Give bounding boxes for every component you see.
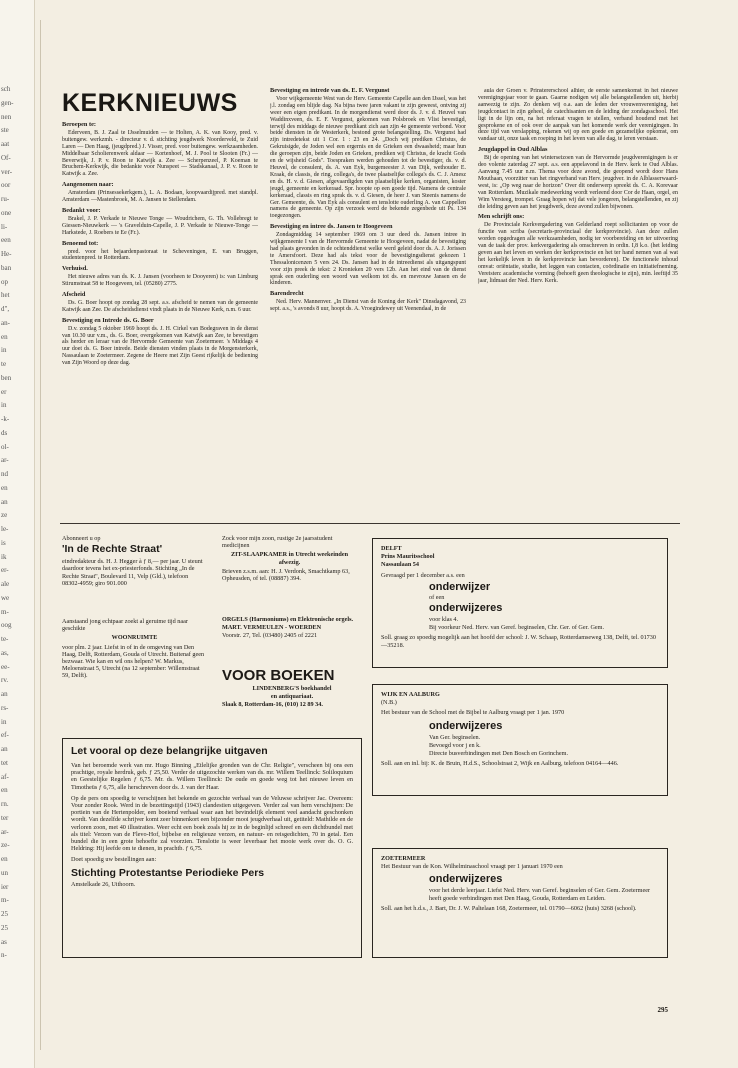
bleed-fragment: we (1, 593, 10, 602)
bleed-fragment: -k- (1, 415, 10, 423)
ad-boeken-sub2: en antiquariaat. (270, 693, 314, 701)
ad-delft-or: of een (429, 593, 445, 601)
ad-spp-p1: Van het beroemde werk van mr. Hugo Binning „Etlelijke gronden van de Chr. Religie", verscheen bij ons een prachtige, royale herdruk, geb. ƒ 25,50. Verder de uitgezochte werken van ds. mr. Willem Teellinck: Soliloquium en Geestelijke Regelen ƒ 6,75. Mr. ds. Willem Teellinck: De oude en goede weg tot het nieuwe leven en Timotheüs ƒ 6,75, alle herschreven door ds. J. van der Haar. (71, 762, 353, 791)
bleed-fragment: li- (1, 222, 8, 231)
bleed-fragment: in (1, 401, 7, 410)
ad-rechte-intro: Abonneert u op (62, 535, 101, 542)
bleed-fragment: ver- (1, 167, 13, 176)
section-heading: Jeugdappel in Oud Alblas (478, 146, 548, 154)
ad-wijk-cond3: Directe busverbindingen met Den Bosch en Gorinchem. (429, 750, 569, 758)
ad-zoet-contact: Soll. aan het h.d.s., J. Bart, Dr. J. W. Paltelaan 168, Zoetermeer, tel. 01790—6062 (huis) 3268 (school). (381, 904, 637, 912)
section-text: Amsterdam (Prinsessekerkgem.), L. A. Bodaan, koopvaardijpred. met standpl. Amsterdam —Mastenbroek, M. A. Jansen te Stellendam. (62, 190, 258, 204)
ad-zock-head: ZIT-SLAAPKAMER in Utrecht weekeinden afwezig. (230, 551, 349, 566)
bleed-fragment: ben (1, 373, 12, 382)
bleed-fragment: ru- (1, 195, 10, 203)
ad-spp-addr: Amstelkade 26, Uithoorn. (71, 880, 136, 888)
ad-rechte-body: eindredakteur ds. H. J. Hegger à ƒ 8,— per jaar. U steunt daardoor tevens het ex-priesterfonds. Stichting „In de Rechte Straat", Boulevard 11, Velp (Gld.), telefoon 08302-4959; giro 901.000 (62, 558, 203, 587)
bleed-fragment: en (1, 855, 8, 863)
ad-orgels-head: ORGELS (Harmoniums) en Elektronische orgels. (222, 616, 354, 623)
ad-delft-street: Nassaulaan 54 (381, 561, 419, 569)
section-divider (60, 523, 680, 524)
gutter-rule (40, 20, 41, 1050)
bleed-fragment: an (1, 497, 8, 506)
column-2 (270, 88, 466, 518)
section-text: Het nieuwe adres van ds. K. J. Jansen (voorheen te Dooyeren) is: van Limburg Stirumstraat 58 te Hoogeveen, tel. (05280) 2775. (62, 274, 258, 288)
bleed-fragment: aat (1, 140, 10, 148)
section-text: Voor wijkgemeente West van de Herv. Gemeente Capelle aan den IJssel, was het j.l. zondag een blijde dag. Na bijna twee jaren vakant te zijn geweest, ontving zij weer een eigen predikant. In de morgendienst werd door ds. J. v. d. Heuvel van Waddinxveen, ds. E. F. Vergunst, gekomen van Polsbroek en Vlist bevestigd, terwijl des middags de nieuwe predikant zich aan zijn 4e gemeente verbond. Voor beide diensten in de Westerkerk, bestond grote belangstelling. Ds. Vergunst had zijn intredetekst uit 1 Cor. 1 : 23 en 24. „Doch wij prediken Christus, de Gekruisigde, de Joden wel een ergernis en de Grieken een dwaasheid; maar hun die geroepen zijn, beide Joden en Grieken, prediken wij Christus, de kracht Gods en de wijsheid Gods". Toespraken werden gehouden tot de bevestiger, ds. v. d. Heuvel, de consulent, ds. A. van Eyk, burgemeester J. van Dijk, wethouder E. Kraak, de classis, de ring, collega's, de twee plaatselijke collega's ds. C. J. Amesz en ds. H. v. d. Giesen, afgevaardigden van plaatselijke kerken, organisten, koster jeugd, gemeente en kerkeraad. Spr. hoopte op een goede tijd. Namens de centrale kerkeraad, classis en ring sprak ds. v. d. Giesen, de heer J. van Steenis namens de Ger. Gemeente, ds. Van Eyk als consulent en tenslotte ouderling A. van Cappellen namens de gemeente. Op zijn verzoek werd de bekende zegenbede uit Ps. 134 toegezongen. (270, 95, 466, 220)
bleed-fragment: as, (1, 648, 9, 657)
section-text: pred. voor het bejaardenpastoraat te Scheveningen, E. van Bruggen, studentenpred. te Rotterdam. (62, 248, 258, 262)
bleed-fragment: ef- (1, 731, 9, 740)
bleed-fragment: nd (1, 470, 8, 478)
ad-zoetermeer-box (372, 848, 668, 958)
section-heading: Verhuisd. (62, 265, 88, 273)
ad-spp-box (62, 738, 362, 958)
bleed-fragment: te (1, 360, 7, 368)
section-heading: Men schrijft ons: (478, 213, 525, 221)
section-heading: Beroepen te: (62, 122, 96, 128)
bleed-fragment: ale (1, 580, 10, 588)
bleed-fragment: gen- (1, 98, 14, 107)
ad-wijk-role: onderwijzeres (429, 719, 503, 732)
bleed-fragment: un (1, 868, 8, 877)
ad-orgels-contact: Voorstr. 27, Tel. (03480) 2405 of 2221 (222, 632, 318, 640)
bleed-fragment: m- (1, 607, 9, 616)
bleed-fragment: an (1, 745, 8, 753)
ad-rechte-straat (62, 535, 207, 588)
ad-delft-contact: Soll. graag zo spoedig mogelijk aan het hoofd der school: J. W. Schaap, Rotterdamseweg 138, Delft, tel. 01730—35218. (381, 634, 656, 649)
page-title: KERKNIEUWS (62, 89, 238, 117)
bleed-fragment: ik (1, 552, 7, 561)
bleed-fragment: ze- (1, 841, 10, 850)
page-number: 295 (657, 1006, 668, 1014)
bleed-fragment: en (1, 483, 8, 492)
section-text: aula der Groen v. Prinstererschool alhier, de eerste samenkomst in het nieuwe verenigingsjaar voor te gaan. Gaarne nodigen wij alle belangstellenden uit, hierbij aanwezig te zijn. Zo denken wij o.a. aan de leden der vrouwenvereniging, het jeugdcontact in zijn geheel, de catechisanten en de leiding der zondagsschool. Het ligt in de lijn om, na het referaat vragen te stellen, verband houdend met het gesprokene en of ook over de aanpak van het komende werk der verenigingen. In deze tijd van verslapping, rekenen wij op een goede en gezamelijke opkomst, om vandaar uit, onze taak en roeping in het leven van alle dag, te leren verstaan. (478, 88, 678, 143)
section-heading: Benoemd tot: (62, 239, 99, 247)
ad-wijk-box (372, 684, 668, 796)
bleed-fragment: an (1, 690, 8, 698)
bleed-fragment: rs- (1, 703, 9, 712)
bleed-fragment: op (1, 277, 8, 286)
bleed-fragment: en (1, 786, 8, 795)
ad-woon-intro: Aanstaand jong echtpaar zoekt al geruime tijd naar geschikte (62, 618, 188, 633)
ad-zock-body: Brieven z.s.m. aan: H. J. Verdonk, Smachtkamp 63, Opheusden, of tel. (08887) 394. (222, 567, 350, 583)
ad-wijk-place: WIJK EN AALBURG (381, 691, 440, 698)
section-heading: Bevestiging en intree ds. Jansen te Hoogeveen (270, 223, 393, 231)
bleed-fragment: sch (1, 85, 11, 93)
ad-zit-slaapkamer (222, 535, 357, 583)
bleed-fragment: er- (1, 566, 9, 575)
ad-voor-boeken (222, 667, 362, 710)
bleed-fragment: ste (1, 126, 9, 135)
section-text: Bij de opening van het winterseizoen van de Hervormde jeugdverenigingen is er deo volente zaterdag 27 sept. a.s. een appelavond in de Herv. kerk te Oud Alblas. Aanvang 7.45 uur n.m. Thema voor deze avond, die geopend wordt door Hans Mouthaan, voorzitter van het ringverband van Herv. jeugdver. in de Alblasserwaard-west, is: „Op weg naar de horizon" Over dit onderwerp spreekt ds. C. A. Korevaar van Rotterdam. Muzikale medewerking wordt verleend door Cor de Haan, orgel, en Wim Versteeg, trompet. Graag hopen wij dat vele jongeren, belangstellenden, en zij die leiding geven aan het jeugdwerk, deze avond zullen bijwonen. (478, 155, 678, 210)
ad-delft-role1: onderwijzer (429, 580, 491, 593)
column-3 (478, 88, 678, 518)
section-heading: Barendrecht (270, 290, 304, 298)
ad-delft-klas: voor klas 4. (429, 616, 459, 624)
bleed-fragment: 25 (1, 923, 8, 932)
ad-delft-role2: onderwijzeres (429, 602, 503, 615)
section-heading: Afscheid (62, 291, 86, 299)
bleed-fragment: ter (1, 813, 9, 822)
bleed-fragment: af- (1, 772, 9, 781)
section-text: D.v. zondag 5 oktober 1969 hoopt ds. J. H. Cirkel van Bodegraven in de dienst van 10.30 uur v.m., ds. G. Boer, overgekomen van Katwijk aan Zee, te bevestigen als herder en leraar van de Hervormde Gemeente van Zoetermeer. 's Middags 4 uur doet ds. G. Boer intrede. Beide diensten vinden plaats in de Morgensterkerk, Nassaulaan te Zoetermeer. Zegene de Heere met Zijn Geest rijkelijk de bediening van Zijn Woord op deze dag. (62, 325, 258, 367)
bleed-fragment: ier (1, 882, 9, 891)
ad-orgels-body: MART. VERMEULEN - WOERDEN (222, 624, 322, 632)
bleed-fragment: oog (1, 621, 12, 630)
bleed-fragment: ar- (1, 827, 9, 836)
ad-zoet-role: onderwijzeres (429, 873, 503, 886)
ad-spp-org: Stichting Protestantse Periodieke Pers (71, 866, 265, 879)
section-heading: Aangenomen naar: (62, 181, 114, 189)
bleed-fragment: one (1, 208, 12, 217)
ad-rechte-name: 'In de Rechte Straat' (62, 543, 163, 556)
bleed-fragment: ban (1, 263, 12, 272)
ad-delft-school: Prins Mauritsschool (381, 553, 435, 561)
bleed-fragment: ol- (1, 442, 9, 451)
ad-orgels (222, 616, 362, 641)
ad-wijk-sub: (N.B.) (381, 699, 397, 707)
section-text: Ederveen, B. J. Zaal te IJsselmuiden — te Holten, A. K. van Kooy, pred. v. buitengew. werkzmh. - directeur v. d. stichting jeugdwerk Noorderveld, te Zuid Laren — Den Haag, (jeugdpred.) J. Visser, pred. voor buitengew. werkzaamheden. Middelbaar Scholierenwerk aldaar — Kortenhoef, M. J. Pool te Slooten (Fr.) — Beverwijk, J. P. v. Roon te Katwijk a. Zee — Scherpenzeel, P. Koeman te Bruchem-Kerkwijk, die bedankte voor Nunspeet — Stadskanaal, J. P. v. Roon te Katwijk a. Zee. (62, 129, 258, 178)
ad-woonruimte (62, 618, 207, 681)
bleed-fragment: rn. (1, 800, 9, 808)
bleed-fragment: m- (1, 896, 9, 905)
section-text: Brakel, J. P. Verkade te Nieuwe Tonge — Woudrichem, G. Th. Vollebregt te Giessen-Nieuwkerk — 's Gravelduin-Capelle, J. P. Verkade te Nieuwe-Tonge — Harkstede, J. Roebers te Ee (Fr.). (62, 215, 258, 236)
bleed-fragment: ee- (1, 662, 10, 671)
bleed-fragment: rv. (1, 676, 9, 685)
bleed-fragment: te- (1, 635, 9, 643)
ad-spp-p2: Op de pers om spoedig te verschijnen het bekende en gezochte verhaal van de Veluwse schrijver Jac. Overeem: Vour zonder Rook. Werd in de bezettingstijd (1943) clandestien uitgegeven. Verder zal van hem verschijnen: De portiein van de Hertenpolder, een boeiend verhaal waar aan het bevindelijk element veel aandacht geschonken wordt. Van dezelfde schrijver komt zeer binnenkort een bijzonder mooi jeugdverhaal uit, getiteld: Mathilde en de verloren zoon, met 40 illustraties. Weer echt een boek zoals hij ze in de beginlijd schreef en een dichtbundel met als titel: Verzen van de Flevo-Hof, bijbelse en religieuze verzen, en natuur- en reisgedichten, 70 in getal. Een bundel die in een grote behoefte zal voorzien. Tenslotte is weer leverbaar het mooie werk over ds. O. G. Heldring: Hij leefde om te dienen, in prachtb. ƒ 6,75. (71, 794, 353, 853)
bleed-fragment: as (1, 937, 7, 946)
ad-wijk-body: Het bestuur van de School met de Bijbel te Aalburg vraagt per 1 jan. 1970 (381, 709, 565, 717)
bleed-fragment: in (1, 717, 7, 726)
bleed-fragment: ar- (1, 456, 9, 465)
section-text: Ned. Herv. Mannenver. „In Dienst van de Koning der Kerk" Dinsdagavond, 23 sept. a.s., 's avonds 8 uur, hoopt ds. A. Vroegindewey uit Veenendaal, in de (270, 299, 466, 313)
bleed-fragment: ze (1, 511, 8, 520)
ad-woon-head: WOONRUIMTE (111, 634, 158, 642)
section-text: Zondagmiddag 14 september 1969 om 3 uur deed ds. Jansen intree in wijkgemeente I van de Hervormde Gemeente te Hoogeveen, nadat de bevestiging had plaats gevonden in de ochtenddienst welke werd geleid door ds. A. J. Jorissen te Amersfoort. Deze had als tekst voor de bevestigingsdienst gekozen 1 Thessalonicenzen 5 vers 24. Ds. Jansen had in de intreedienst als uitgangspunt voor zijn preek de tekst: 2 Kronieken 20 vers 12b. Aan het eind van de dienst sprak een ouderling een woord van welkom tot ds. en mevrouw Jansen en de kinderen. (270, 232, 466, 287)
ad-boeken-head: VOOR BOEKEN (222, 667, 335, 684)
ad-zoet-place: ZOETERMEER (381, 855, 426, 862)
ad-wijk-cond1: Van Ger. beginselen. (429, 733, 481, 741)
bleed-fragment: in (1, 346, 7, 355)
ad-spp-head: Let vooral op deze belangrijke uitgaven (71, 745, 268, 757)
bleed-fragment: en (1, 332, 8, 341)
ad-spp-p3: Doet spoedig uw bestellingen aan: (71, 856, 157, 864)
ad-delft-box (372, 538, 668, 668)
bleed-fragment: oor (1, 181, 11, 190)
bleed-fragment: Of- (1, 153, 11, 162)
ad-woon-body: voor plm. 2 jaar. Liefst in of in de omgeving van Den Haag, Delft, Rotterdam, Gouda of Utrecht. Buitenaf geen bezwaar. Wie kan en wil ons helpen? W. Markus, Meloenstraat 5, Utrecht (na 12 september: Willemstraat 59, Delft). (62, 643, 205, 680)
bleed-fragment: tet (1, 758, 8, 767)
bleed-fragment: er (1, 387, 7, 396)
section-heading: Bevestiging en intrede van ds. E. F. Vergunst (270, 88, 390, 94)
bleed-fragment: een (1, 236, 11, 245)
bleed-fragment: 25 (1, 910, 8, 918)
ad-wijk-contact: Soll. aan en inl. bij: K. de Bruin, H.d.S., Schoolstraat 2, Wijk en Aalburg, telefoon 04164—446. (381, 760, 619, 768)
bleed-fragment: He- (1, 250, 12, 258)
column-1 (62, 122, 258, 517)
ad-boeken-addr: Slaak 8, Rotterdam-16, (010) 12 89 34. (222, 701, 323, 709)
ad-zoet-body: Het Bestuur van de Kon. Wilhelminaschool vraagt per 1 januari 1970 een (381, 863, 563, 871)
bleed-fragment: n- (1, 951, 7, 960)
bleed-fragment: d", (1, 305, 10, 313)
bleed-fragment: is (1, 538, 6, 547)
bleed-fragment: an- (1, 318, 10, 327)
section-text: Ds. G. Boer hoopt op zondag 28 sept. a.s. afscheid te nemen van de gemeente Katwijk aan Zee. De afscheidsdienst vindt plaats in de Nieuwe Kerk, n.m. 6 uur. (62, 299, 258, 313)
bleed-fragment: ds (1, 428, 8, 437)
ad-delft-cond: Bij voorkeur Ned. Herv. van Geref. beginselen, Chr. Ger. of Ger. Gem. (429, 624, 605, 632)
ad-boeken-sub1: LINDENBERG'S boekhandel (252, 685, 332, 692)
ad-zoet-cond: voor het derde leerjaar. Liefst Ned. Herv. van Geref. beginselen of Ger. Gem. Zoetermeer heeft goede verbindingen met Den Haag, Gouda, Rotterdam en Leiden. (429, 887, 651, 902)
bleed-fragment: le- (1, 525, 9, 533)
section-heading: Bevestiging en Intrede ds. G. Boer (62, 316, 154, 324)
ad-delft-request: Gevraagd per 1 december a.s. een (381, 571, 465, 579)
ad-delft-place: DELFT (381, 545, 402, 552)
adjacent-page-bleed (0, 0, 35, 1068)
bleed-fragment: het (1, 291, 10, 300)
ad-zock-intro: Zock voor mijn zoon, rustige 2e jaarsstudent medicijnen (222, 535, 333, 550)
section-text: De Provinciale Kerkvergadering van Gelderland roept sollicitanten op voor de functie van scriba (secretaris-provinciaal der kerkprovincie). Aan deze zullen worden opgedragen alle werkzaamheden, nodig ter voorbereiding en ter uitvoering van de taak der prov. kerkvergadering als omschreven in ordin. I,8 k.o. (het leiding geven aan het leven en werken der kerkprovincie en het ter hand nemen van al wat het kerkelijk leven in de kerkprovincie kan bevorderen). De functionele inhoud omvat: oriëntatie, studie, het leggen van contacten, coördinatie en initiatiefneming. Vereisten: academische vorming (behoeft geen theologische te zijn), min. leeftijd 35 jaar, lidmaat der Ned. Herv. Kerk. (478, 222, 678, 284)
ad-wijk-cond2: Bevoegd voor j en k. (429, 741, 481, 749)
section-heading: Bedankt voor: (62, 206, 101, 214)
bleed-fragment: nen (1, 112, 12, 121)
